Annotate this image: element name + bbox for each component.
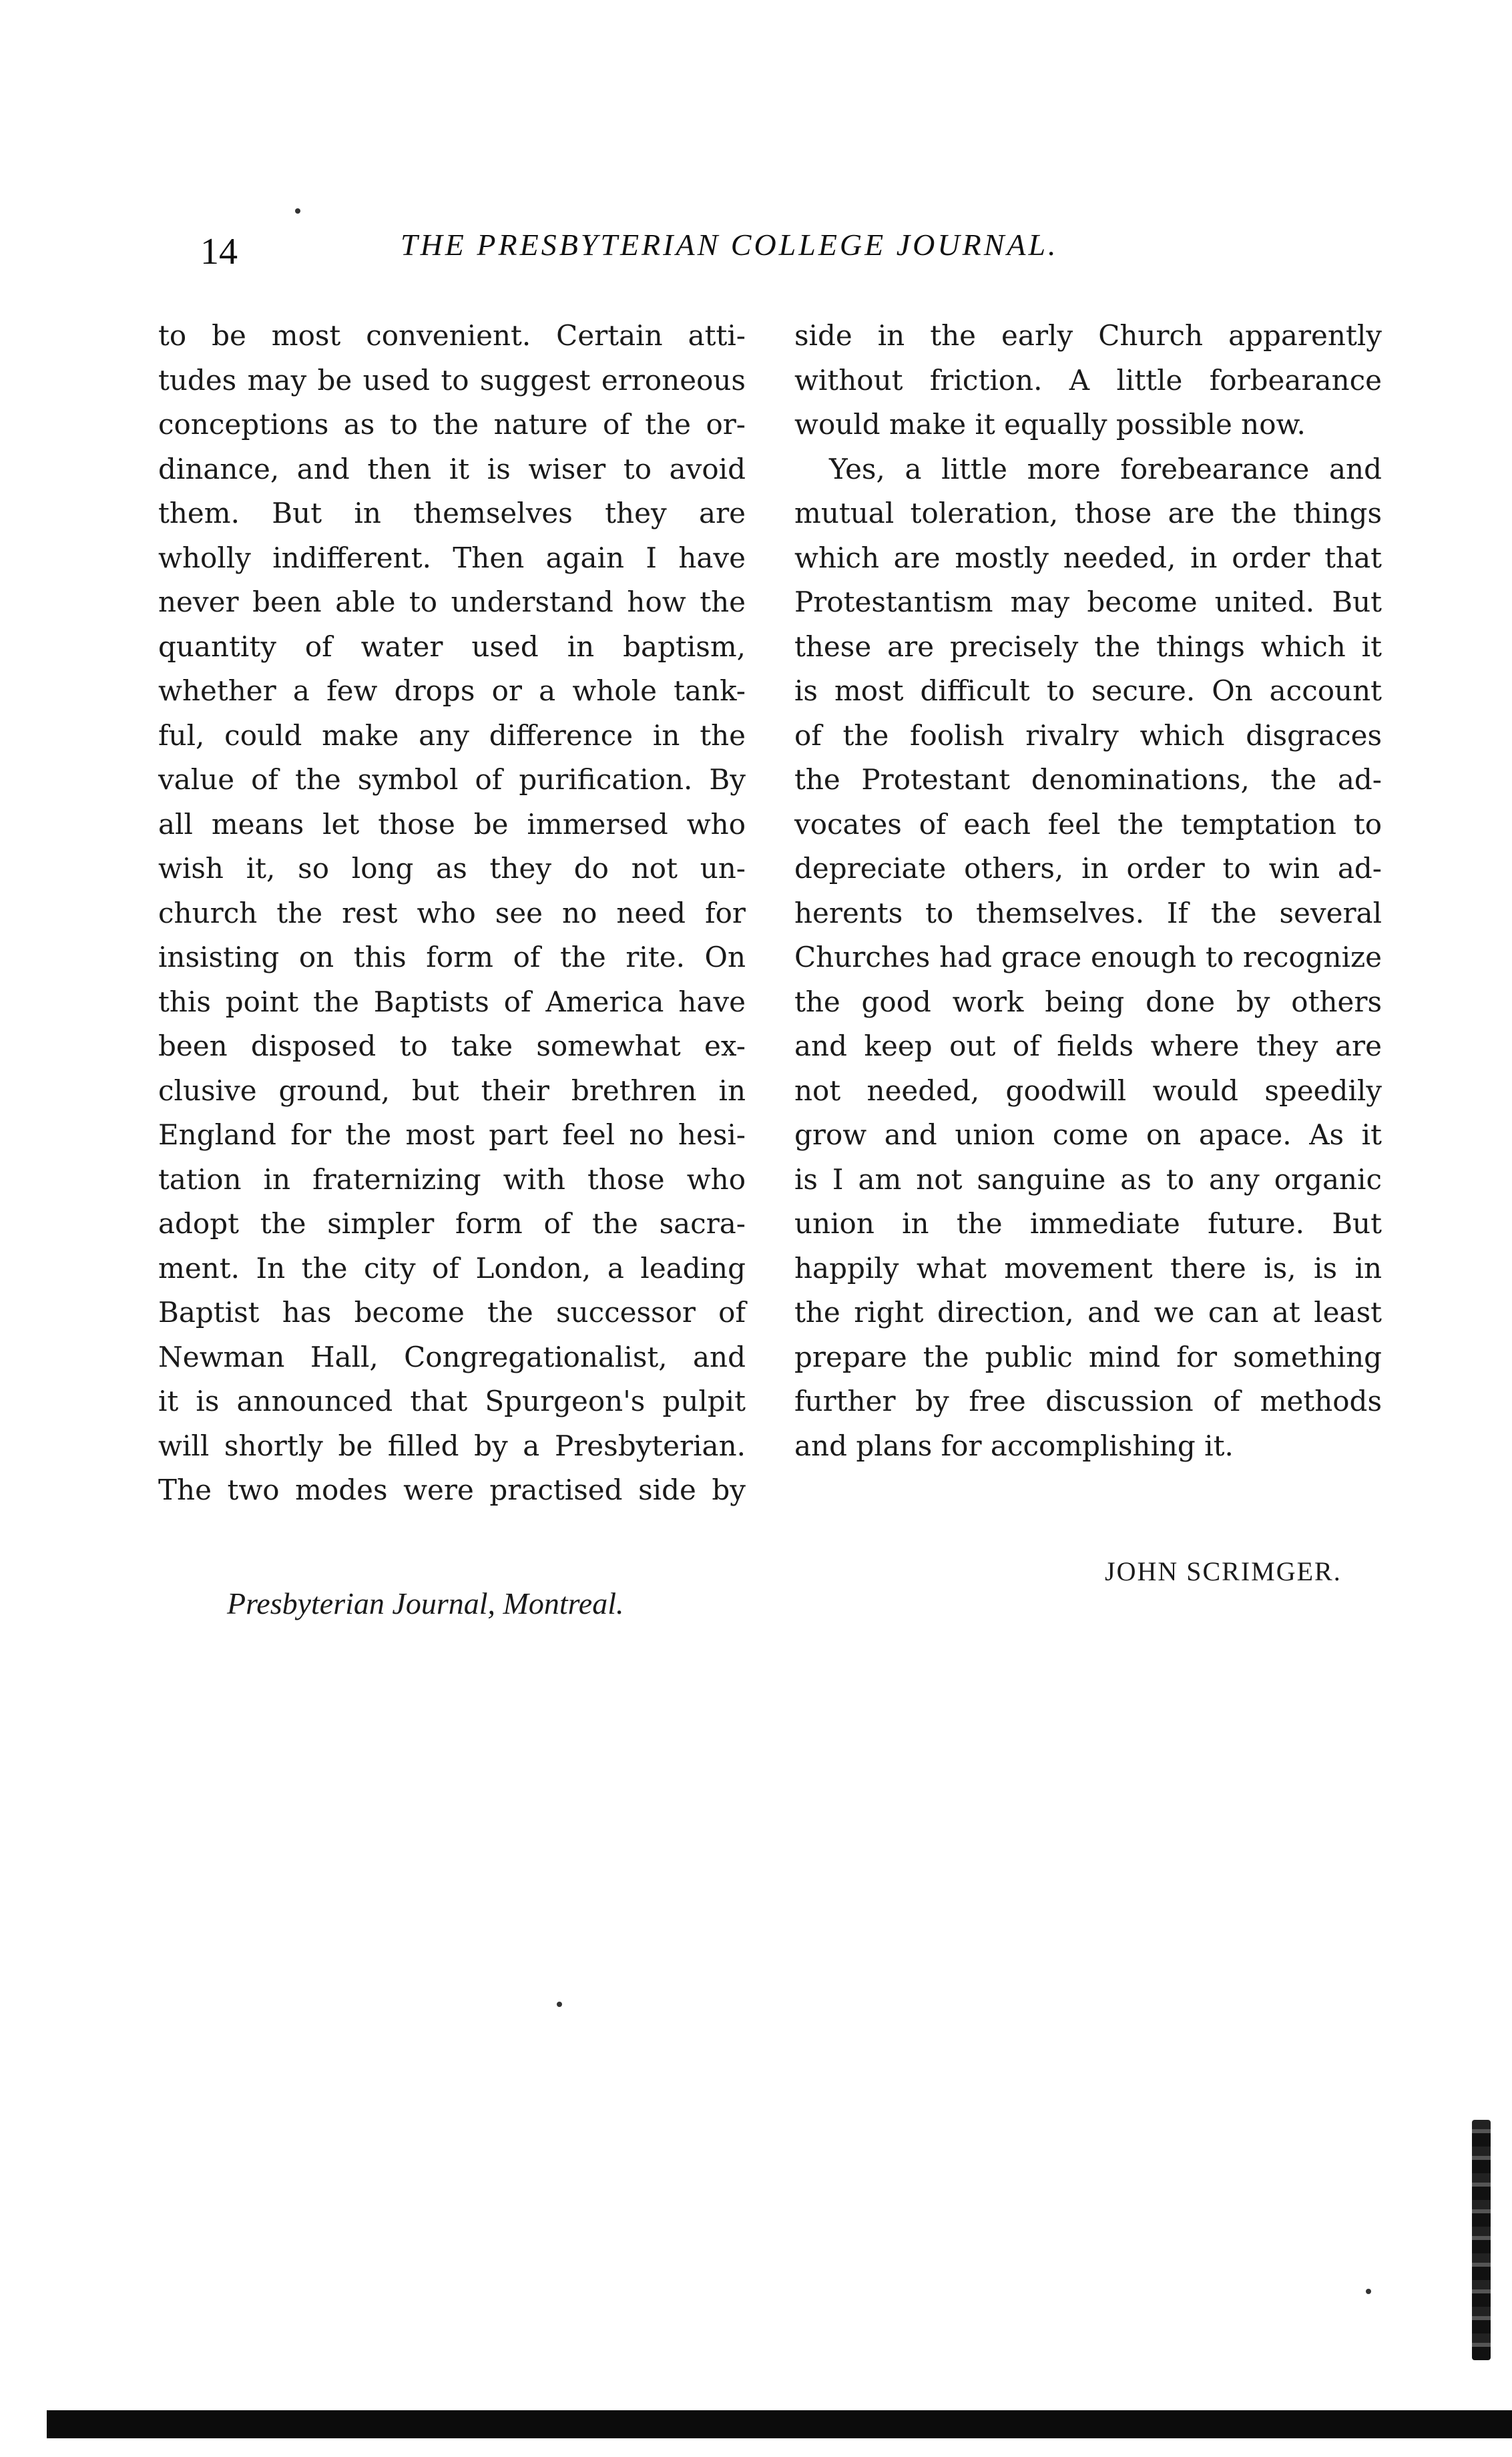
text-line: further by free discussion of methods — [794, 1385, 1382, 1417]
text-line: never been able to understand how the — [158, 586, 746, 618]
page-number: 14 — [200, 231, 238, 272]
text-line: is most difficult to secure. On account — [794, 674, 1382, 707]
text-line: would make it equally possible now. — [794, 408, 1306, 441]
text-line: prepare the public mind for something — [794, 1340, 1382, 1373]
text-line: quantity of water used in baptism, — [158, 630, 746, 663]
paragraph-start-line: Yes, a little more forebearance and — [829, 452, 1382, 485]
text-line: union in the immediate future. But — [794, 1207, 1382, 1240]
speck-mark — [557, 2002, 562, 2007]
text-line: to be most convenient. Certain atti- — [158, 319, 746, 352]
source-citation: Presbyterian Journal, Montreal. — [227, 1586, 624, 1620]
text-line: England for the most part feel no hesi- — [158, 1118, 746, 1151]
text-line: Churches had grace enough to recognize — [794, 941, 1382, 973]
text-line: Protestantism may become united. But — [794, 586, 1382, 618]
text-line: will shortly be filled by a Presbyterian. — [158, 1429, 746, 1462]
text-line: church the rest who see no need for — [158, 896, 746, 929]
text-line: the good work being done by others — [794, 985, 1382, 1018]
text-line: all means let those be immersed who — [158, 807, 746, 841]
text-line: tation in fraternizing with those who — [158, 1162, 746, 1196]
speck-mark — [295, 208, 300, 214]
text-line: ful, could make any difference in the — [158, 718, 746, 752]
author-signature: JOHN SCRIMGER. — [1105, 1556, 1342, 1586]
text-line: and plans for accomplishing it. — [794, 1429, 1234, 1462]
text-line: Baptist has become the successor of — [158, 1296, 746, 1329]
text-line: the right direction, and we can at least — [794, 1296, 1382, 1329]
text-line: vocates of each feel the temptation to — [794, 807, 1382, 841]
text-line: conceptions as to the nature of the or- — [158, 408, 746, 441]
text-line: happily what movement there is, is in — [794, 1251, 1382, 1285]
text-line: and keep out of fields where they are — [794, 1030, 1382, 1062]
text-line: these are precisely the things which it — [794, 630, 1382, 663]
scan-edge-artifact — [1472, 2120, 1491, 2360]
text-line: ment. In the city of London, a leading — [158, 1251, 746, 1285]
left-column — [158, 314, 746, 1513]
text-line: wholly indifferent. Then again I have — [158, 541, 746, 574]
text-line: been disposed to take somewhat ex- — [158, 1030, 746, 1062]
text-line: Newman Hall, Congregationalist, and — [158, 1340, 746, 1373]
text-line: wish it, so long as they do not un- — [158, 852, 746, 885]
text-line: depreciate others, in order to win ad- — [794, 852, 1382, 885]
text-line: grow and union come on apace. As it — [794, 1118, 1382, 1151]
text-line: which are mostly needed, in order that — [794, 541, 1382, 574]
text-line: not needed, goodwill would speedily — [794, 1074, 1382, 1107]
text-line: the Protestant denominations, the ad- — [794, 763, 1382, 796]
text-line: it is announced that Spurgeon's pulpit — [158, 1385, 746, 1417]
text-line: mutual toleration, those are the things — [794, 497, 1382, 529]
text-line: herents to themselves. If the several — [794, 896, 1382, 929]
text-line: value of the symbol of purification. By — [158, 763, 746, 796]
bottom-scan-border — [47, 2410, 1512, 2438]
text-line: is I am not sanguine as to any organic — [794, 1162, 1382, 1196]
text-line: adopt the simpler form of the sacra- — [158, 1207, 746, 1240]
text-line: side in the early Church apparently — [794, 319, 1382, 352]
speck-mark — [1366, 2289, 1371, 2294]
text-line: clusive ground, but their brethren in — [158, 1074, 746, 1107]
text-line: them. But in themselves they are — [158, 497, 746, 529]
right-column — [794, 314, 1382, 1468]
text-line: this point the Baptists of America have — [158, 985, 746, 1018]
text-line: without friction. A little forbearance — [794, 363, 1382, 397]
text-line: of the foolish rivalry which disgraces — [794, 718, 1382, 752]
text-line: dinance, and then it is wiser to avoid — [158, 452, 746, 485]
text-line: whether a few drops or a whole tank- — [158, 674, 746, 707]
running-title: THE PRESBYTERIAN COLLEGE JOURNAL. — [401, 228, 1059, 262]
text-line: The two modes were practised side by — [158, 1474, 746, 1506]
text-line: insisting on this form of the rite. On — [158, 941, 746, 973]
text-line: tudes may be used to suggest erroneous — [158, 363, 746, 397]
